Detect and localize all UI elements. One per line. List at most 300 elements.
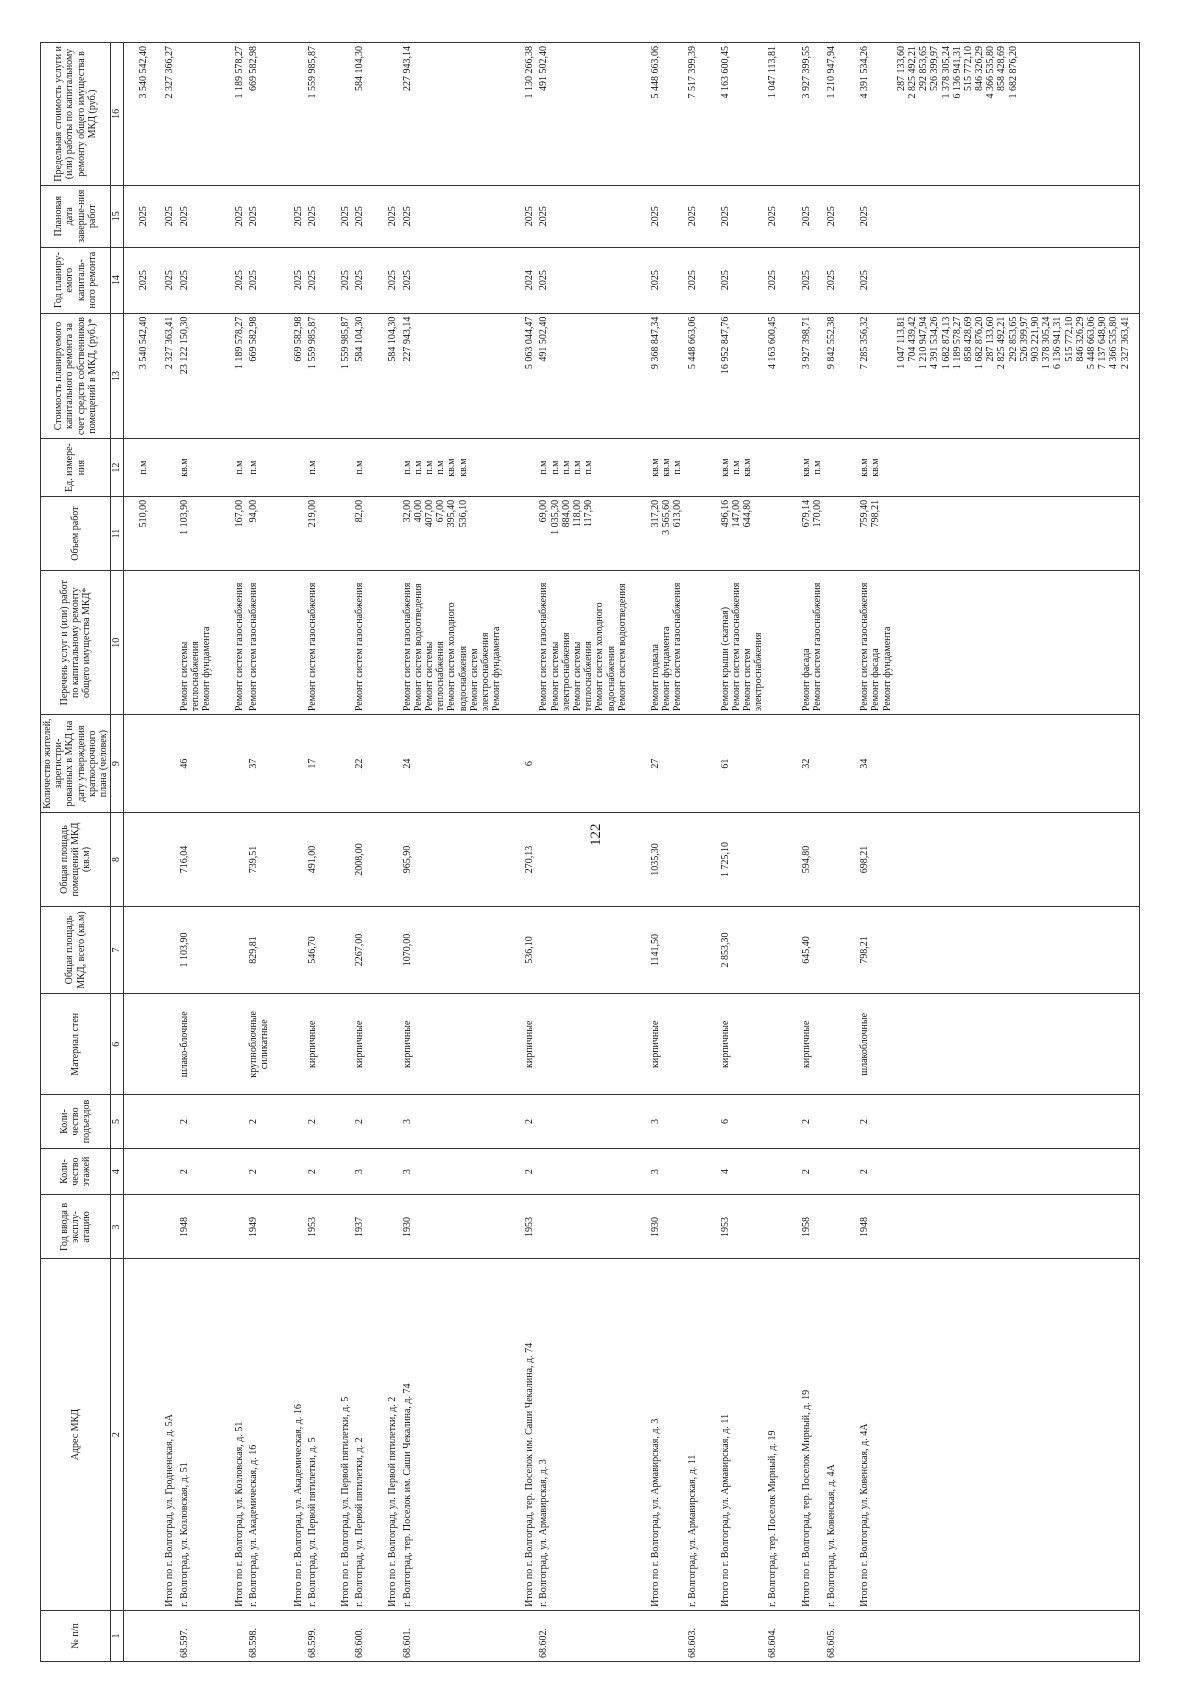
total-area	[220, 906, 246, 993]
header-cell: Ед. измере-ния	[41, 439, 111, 497]
planned-cost: 584 104,30	[373, 313, 399, 439]
works-list	[246, 571, 278, 715]
entrances	[124, 1095, 151, 1148]
planned-cost: 7 285 356,32	[845, 313, 894, 439]
header-cell: Предельная стоимость услуги и (или) работы по капитальному ремонту общего имущества в МКД (руб.)	[41, 43, 111, 186]
planned-cost: 1 189 578,27	[220, 313, 246, 439]
header-cell: Материал стен	[41, 994, 111, 1095]
unit-line: кв.м	[719, 458, 731, 477]
unit-line: кв.м	[742, 458, 754, 477]
wall-material	[150, 994, 176, 1095]
column-number: 11	[111, 496, 124, 571]
address: Итого по г. Волгоград, ул. Армавирская, д. 11	[706, 1259, 766, 1610]
wall-material	[279, 994, 305, 1095]
premises-area	[150, 813, 176, 907]
building-row	[305, 43, 326, 1662]
floors: 2	[177, 1148, 221, 1195]
repair-year: 2025	[685, 247, 706, 313]
wall-material	[536, 994, 636, 1095]
total-area	[536, 906, 636, 993]
total-area	[279, 906, 305, 993]
planned-cost-line: 287 133,60	[985, 316, 997, 362]
premises-area: 965,90	[400, 813, 511, 907]
planned-cost-line: 526 399,97	[1018, 316, 1030, 362]
column-number: 12	[111, 439, 124, 497]
residents	[220, 715, 246, 813]
completion-date: 2025	[246, 185, 278, 247]
floors: 3	[400, 1148, 511, 1195]
volume	[706, 496, 766, 571]
row-index	[150, 1610, 176, 1661]
volume-line: 170,00	[811, 499, 823, 528]
volume-line: 798,21	[870, 499, 882, 528]
residents	[124, 715, 151, 813]
residents: 22	[352, 715, 373, 813]
planned-cost: 5 448 663,06	[685, 313, 706, 439]
empty-cell	[894, 496, 1139, 571]
column-number: 9	[111, 715, 124, 813]
unit	[150, 439, 176, 497]
volume	[305, 496, 326, 571]
header-cell: Общая площадь МКД, всего (кв.м)	[41, 906, 111, 993]
total-area	[124, 906, 151, 993]
max-cost: 1 189 578,27	[220, 43, 246, 186]
empty-cell	[894, 439, 1139, 497]
total-row	[636, 43, 685, 1662]
wall-material: кирпичные	[400, 994, 511, 1095]
page-number: 122	[588, 823, 604, 846]
works-list	[824, 571, 845, 715]
address: г. Волгоград, ул. Первой пятилетки, д. 2	[352, 1259, 373, 1610]
planned-cost: 9 368 847,34	[636, 313, 685, 439]
address	[124, 1259, 151, 1610]
volume	[177, 496, 221, 571]
completion-date: 2025	[220, 185, 246, 247]
volume-line: 613,00	[672, 499, 684, 528]
total-area	[685, 906, 706, 993]
total-row	[510, 43, 536, 1662]
max-cost: 4 163 600,45	[706, 43, 766, 186]
repair-year: 2025	[352, 247, 373, 313]
planned-cost-line: 903 221,90	[1030, 316, 1041, 362]
planned-cost-line: 4 391 534,26	[929, 316, 941, 370]
repair-year: 2025	[279, 247, 305, 313]
address: г. Волгоград, тер. Поселок Мирный, д. 19	[765, 1259, 786, 1610]
row-index	[706, 1610, 766, 1661]
address: Итого по г. Волгоград, тер. Поселок Мирный, д. 19	[787, 1259, 824, 1610]
column-number: 5	[111, 1095, 124, 1148]
works-list-line: Ремонт подвала	[649, 644, 661, 712]
wall-material: кирпичные	[706, 994, 766, 1095]
total-area	[326, 906, 352, 993]
volume: 510,00	[124, 496, 151, 571]
unit-line: кв.м	[457, 458, 469, 477]
total-area	[765, 906, 786, 993]
max-cost-line: 1 378 305,24	[940, 46, 952, 99]
table-body	[124, 43, 1140, 1662]
unit-line: кв.м	[661, 458, 673, 477]
unit-line: п.м	[549, 460, 561, 475]
row-index	[326, 1610, 352, 1661]
unit	[824, 439, 845, 497]
repair-year: 2025	[220, 247, 246, 313]
unit-line: п.м	[730, 460, 742, 475]
total-area	[150, 906, 176, 993]
works-list-line: Ремонт систем газоснабжения	[234, 582, 246, 712]
total-area: 798,21	[845, 906, 894, 993]
works-list	[787, 571, 824, 715]
residents	[150, 715, 176, 813]
works-list-line: Ремонт систем электроснабжения	[742, 632, 765, 712]
premises-area: 716,04	[177, 813, 221, 907]
works-list	[765, 571, 786, 715]
header-cell: Год планиру-емого капиталь-ного ремонта	[41, 247, 111, 313]
premises-area: 594,80	[787, 813, 824, 907]
residents: 17	[305, 715, 326, 813]
volume	[845, 496, 894, 571]
completion-date: 2025	[150, 185, 176, 247]
max-cost: 2 327 366,27	[150, 43, 176, 186]
residents	[373, 715, 399, 813]
residents	[326, 715, 352, 813]
building-row	[536, 43, 636, 1662]
works-list-line: Ремонт системы электроснабжения	[549, 632, 572, 712]
repair-year: 2025	[824, 247, 845, 313]
residents: 46	[177, 715, 221, 813]
entrances: 3	[400, 1095, 511, 1148]
unit-line: п.м	[412, 460, 424, 475]
column-number: 16	[111, 43, 124, 186]
planned-cost: 669 582,98	[279, 313, 305, 439]
works-list	[510, 571, 536, 715]
works-list-line: Ремонт систем водоотведения	[412, 583, 424, 712]
volume-line: 118,00	[572, 499, 583, 527]
address: Итого по г. Волгоград, ул. Гродненская, д. 5А	[150, 1259, 176, 1610]
repair-year: 2025	[706, 247, 766, 313]
planned-cost: 3 540 542,40	[124, 313, 151, 439]
unit-line: п.м	[248, 460, 260, 475]
empty-cell	[894, 1095, 1139, 1148]
address: г. Волгоград, тер. Поселок им. Саши Чекалина, д. 74	[400, 1259, 511, 1610]
volume	[279, 496, 305, 571]
volume-line: 1 035,30	[549, 499, 561, 535]
empty-cell	[894, 571, 1139, 715]
completion-date: 2025	[685, 185, 706, 247]
completion-date: 2025	[765, 185, 786, 247]
unit	[352, 439, 373, 497]
row-index: 68.600.	[352, 1610, 373, 1661]
max-cost	[326, 43, 352, 186]
empty-cell	[894, 185, 1139, 247]
works-list	[150, 571, 176, 715]
repair-year: 2025	[536, 247, 636, 313]
planned-cost: 23 122 150,30	[177, 313, 221, 439]
max-cost: 7 517 399,39	[685, 43, 706, 186]
total-area: 1141,50	[636, 906, 685, 993]
volume-line: 219,00	[306, 499, 318, 528]
column-number: 1	[111, 1610, 124, 1661]
entrances: 2	[246, 1095, 278, 1148]
year-built	[685, 1195, 706, 1259]
additional-values-row	[894, 43, 1139, 1662]
unit-line: п.м	[560, 460, 572, 475]
premises-area: 270,13	[510, 813, 536, 907]
entrances	[279, 1095, 305, 1148]
floors: 3	[352, 1148, 373, 1195]
works-list-line: Ремонт систем газоснабжения	[730, 582, 742, 712]
column-number-row	[111, 43, 124, 1662]
volume-line: 82,00	[354, 499, 366, 523]
floors: 2	[787, 1148, 824, 1195]
planned-cost-line: 1 047 113,81	[895, 316, 907, 369]
max-cost: 1 130 266,38	[510, 43, 536, 186]
entrances: 6	[706, 1095, 766, 1148]
planned-cost-line: 2 327 363,41	[1119, 316, 1131, 370]
planned-cost: 4 163 600,45	[765, 313, 786, 439]
wall-material	[326, 994, 352, 1095]
total-area: 2 853,30	[706, 906, 766, 993]
max-cost: 1 210 947,94	[824, 43, 845, 186]
residents: 27	[636, 715, 685, 813]
building-row	[824, 43, 845, 1662]
header-cell: Коли-чество подъездов	[41, 1095, 111, 1148]
volume-line: 147,00	[730, 499, 742, 528]
unit	[279, 439, 305, 497]
row-index	[124, 1610, 151, 1661]
total-area: 645,40	[787, 906, 824, 993]
residents: 37	[246, 715, 278, 813]
max-cost: 1 559 985,87	[305, 43, 326, 186]
year-built	[124, 1195, 151, 1259]
header-cell: Плановая дата заверше-ния работ	[41, 185, 111, 247]
row-index: 68.599.	[305, 1610, 326, 1661]
works-list-line: Ремонт систем газоснабжения	[811, 582, 823, 712]
volume	[824, 496, 845, 571]
year-built: 1948	[845, 1195, 894, 1259]
works-list-line: Ремонт систем электроснабжения	[468, 632, 491, 712]
unit	[246, 439, 278, 497]
row-index: 68.602.	[536, 1610, 636, 1661]
header-cell: № п/п	[41, 1610, 111, 1661]
address: г. Волгоград, ул. Первой пятилетки, д. 5	[305, 1259, 326, 1610]
floors: 3	[636, 1148, 685, 1195]
completion-date: 2025	[536, 185, 636, 247]
premises-area: 1035,30	[636, 813, 685, 907]
volume	[220, 496, 246, 571]
year-built	[536, 1195, 636, 1259]
planned-cost-line: 4 366 535,80	[1108, 316, 1120, 370]
planned-cost-line: 2 825 492,21	[996, 316, 1008, 370]
completion-date: 2025	[305, 185, 326, 247]
completion-date: 2025	[177, 185, 221, 247]
wall-material: кирпичные	[636, 994, 685, 1095]
row-index	[279, 1610, 305, 1661]
planned-cost-line: 1 682 874,13	[940, 316, 952, 370]
unit	[400, 439, 511, 497]
total-row	[845, 43, 894, 1662]
planned-cost: 2 327 363,41	[150, 313, 176, 439]
planned-cost	[894, 313, 1139, 439]
works-list	[400, 571, 511, 715]
works-list-line: Ремонт фундамента	[881, 626, 893, 712]
building-row	[765, 43, 786, 1662]
entrances	[765, 1095, 786, 1148]
volume-line: 395,40	[446, 499, 458, 528]
max-cost	[894, 43, 1139, 186]
repair-year: 2025	[373, 247, 399, 313]
rotated-table-page	[40, 42, 1170, 1662]
year-built	[373, 1195, 399, 1259]
unit	[787, 439, 824, 497]
empty-cell	[894, 1195, 1139, 1259]
max-cost-line: 2 825 492,21	[906, 46, 918, 99]
entrances: 2	[510, 1095, 536, 1148]
header-cell: Год ввода в эксплу-атацию	[41, 1195, 111, 1259]
row-index: 68.598.	[246, 1610, 278, 1661]
works-list-line: Ремонт систем газоснабжения	[306, 582, 318, 712]
building-row	[352, 43, 373, 1662]
works-list-line: Ремонт системы теплоснабжения	[572, 641, 595, 712]
residents: 6	[510, 715, 536, 813]
premises-area	[765, 813, 786, 907]
unit-line: п.м	[811, 460, 823, 475]
address: Итого по г. Волгоград, ул. Армавирская, д. 3	[636, 1259, 685, 1610]
year-built	[824, 1195, 845, 1259]
max-cost-line: 4 366 535,80	[985, 46, 997, 99]
row-index	[510, 1610, 536, 1661]
works-list-line: Ремонт системы теплоснабжения	[178, 641, 201, 712]
total-area	[824, 906, 845, 993]
address: Итого по г. Волгоград, тер. Поселок им. Саши Чекалина, д. 74	[510, 1259, 536, 1610]
completion-date: 2025	[124, 185, 151, 247]
residents	[685, 715, 706, 813]
works-list	[352, 571, 373, 715]
works-list-line: Ремонт систем водоотведения	[616, 583, 628, 712]
floors	[685, 1148, 706, 1195]
repair-year: 2024	[510, 247, 536, 313]
unit	[177, 439, 221, 497]
header-cell: Перечень услуг и (или) работ по капитальному ремонту общего имущества МКД*	[41, 571, 111, 715]
volume-line: 884,00	[560, 499, 572, 528]
total-area: 2267,00	[352, 906, 373, 993]
planned-cost: 3 927 398,71	[787, 313, 824, 439]
volume	[765, 496, 786, 571]
repair-year: 2025	[124, 247, 151, 313]
entrances	[536, 1095, 636, 1148]
year-built	[326, 1195, 352, 1259]
wall-material	[765, 994, 786, 1095]
unit-line: п.м	[234, 460, 246, 475]
works-list-line: Ремонт систем газоснабжения	[672, 582, 684, 712]
planned-cost-line: 846 326,29	[1074, 316, 1086, 362]
max-cost-line: 287 133,60	[895, 46, 907, 91]
floors	[765, 1148, 786, 1195]
entrances	[373, 1095, 399, 1148]
volume	[352, 496, 373, 571]
header-cell: Коли-чество этажей	[41, 1148, 111, 1195]
address: г. Волгоград, ул. Академическая, д. 16	[246, 1259, 278, 1610]
row-index: 68.597.	[177, 1610, 221, 1661]
wall-material: крупноблочные силикатные	[246, 994, 278, 1095]
floors	[536, 1148, 636, 1195]
total-row	[279, 43, 305, 1662]
completion-date: 2025	[373, 185, 399, 247]
volume	[326, 496, 352, 571]
unit-line: п.м	[423, 460, 435, 475]
total-row	[326, 43, 352, 1662]
capital-repair-table	[40, 42, 1140, 1662]
repair-year: 2025	[177, 247, 221, 313]
volume-line: 317,20	[649, 499, 661, 528]
works-list	[220, 571, 246, 715]
volume-line: 679,14	[800, 499, 812, 528]
volume-line: 40,00	[412, 499, 424, 523]
row-index	[220, 1610, 246, 1661]
column-number: 4	[111, 1148, 124, 1195]
volume	[373, 496, 399, 571]
planned-cost-line: 5 448 663,06	[1085, 316, 1097, 370]
column-number: 14	[111, 247, 124, 313]
max-cost: 3 927 399,55	[787, 43, 824, 186]
works-list-line: Ремонт систем газоснабжения	[401, 582, 413, 712]
floors	[373, 1148, 399, 1195]
unit-line: п.м	[583, 460, 595, 475]
volume-line: 1 103,90	[178, 499, 190, 535]
residents	[279, 715, 305, 813]
entrances	[685, 1095, 706, 1148]
max-cost-line: 1 682 876,20	[1007, 46, 1019, 99]
residents: 34	[845, 715, 894, 813]
max-cost	[177, 43, 221, 186]
repair-year: 2025	[305, 247, 326, 313]
planned-cost: 5 063 044,47	[510, 313, 536, 439]
unit	[220, 439, 246, 497]
row-index: 68.605.	[824, 1610, 845, 1661]
max-cost: 669 582,98	[246, 43, 278, 186]
unit-line: кв.м	[800, 458, 812, 477]
works-list-line: Ремонт систем газоснабжения	[538, 582, 550, 712]
column-number: 3	[111, 1195, 124, 1259]
year-built: 1953	[305, 1195, 326, 1259]
address: Итого по г. Волгоград, ул. Первой пятилетки, д. 2	[373, 1259, 399, 1610]
volume-line: 94,00	[248, 499, 260, 523]
row-index	[636, 1610, 685, 1661]
total-area: 546,70	[305, 906, 326, 993]
empty-cell	[894, 994, 1139, 1095]
wall-material	[220, 994, 246, 1095]
year-built: 1937	[352, 1195, 373, 1259]
unit	[510, 439, 536, 497]
unit-line: п.м	[354, 460, 366, 475]
year-built: 1958	[787, 1195, 824, 1259]
address: Итого по г. Волгоград, ул. Академическая, д. 16	[279, 1259, 305, 1610]
entrances: 2	[845, 1095, 894, 1148]
repair-year: 2025	[150, 247, 176, 313]
completion-date: 2025	[787, 185, 824, 247]
volume-line: 167,00	[234, 499, 246, 528]
premises-area	[124, 813, 151, 907]
address: г. Волгоград, ул. Армавирская, д. 3	[536, 1259, 636, 1610]
residents: 61	[706, 715, 766, 813]
wall-material: шлако-блочные	[177, 994, 221, 1095]
works-list	[279, 571, 305, 715]
residents: 32	[787, 715, 824, 813]
header-cell: Стоимость планируемого капитального ремонта за счет средств собственников помещений в МКД, (руб.)*	[41, 313, 111, 439]
column-number: 6	[111, 994, 124, 1095]
total-area: 829,81	[246, 906, 278, 993]
works-list-line: Ремонт фасада	[870, 648, 882, 712]
volume-line: 67,00	[435, 499, 447, 523]
